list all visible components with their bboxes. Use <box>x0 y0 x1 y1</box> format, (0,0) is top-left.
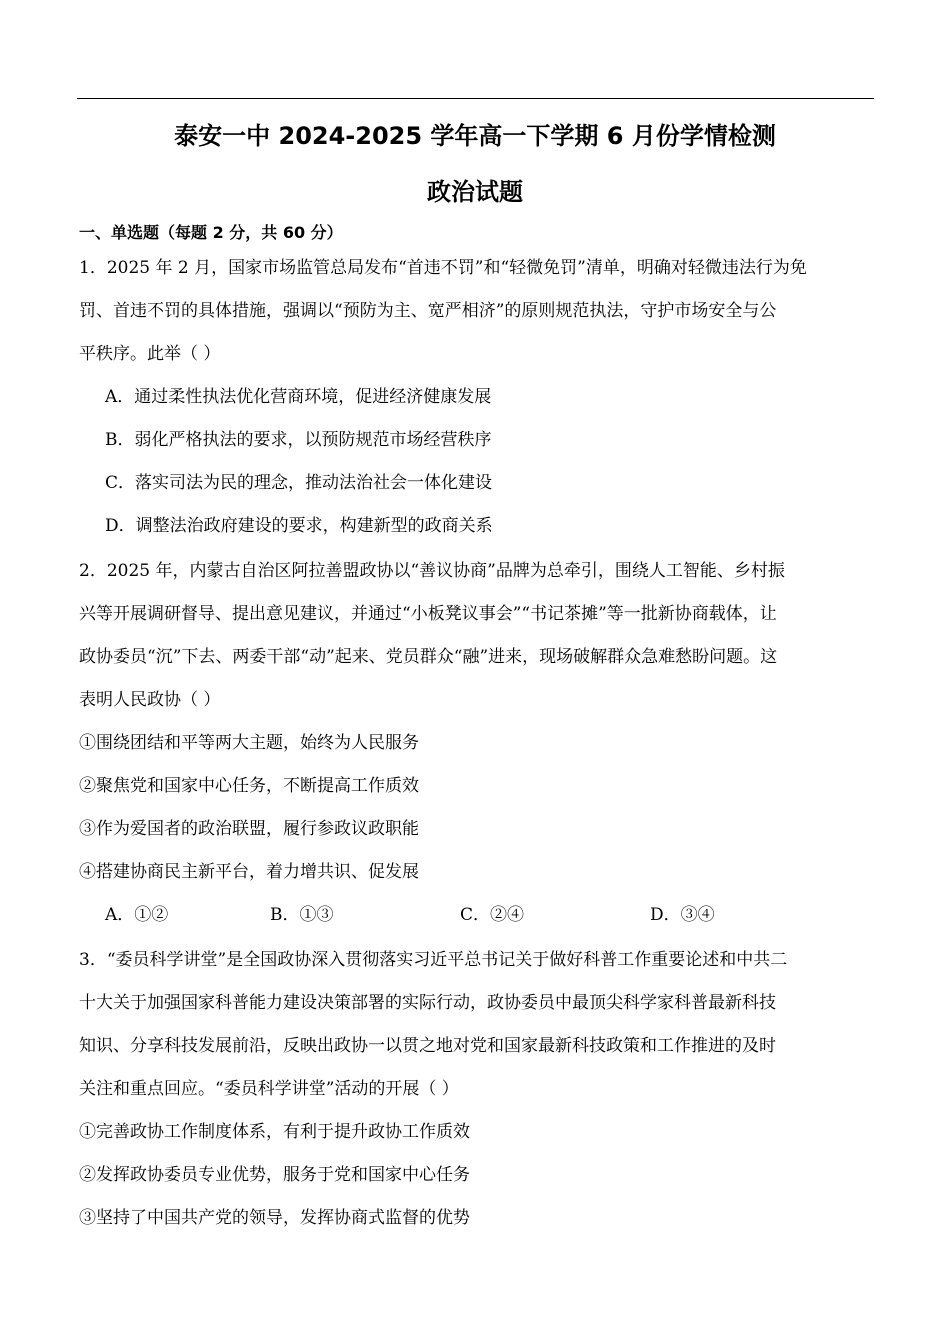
q1-stem-line-3: 平秩序。此举（ ） <box>79 344 221 364</box>
q1-stem-line-1: 1．2025 年 2 月，国家市场监管总局发布“首违不罚”和“轻微免罚”清单，明确对轻微违法行为免 <box>79 258 807 278</box>
q3-statement-1: ①完善政协工作制度体系，有利于提升政协工作质效 <box>79 1122 470 1142</box>
q3-stem-line-1: 3．“委员科学讲堂”是全国政协深入贯彻落实习近平总书记关于做好科普工作重要论述和中共二 <box>79 950 788 970</box>
q1-stem-line-2: 罚、首违不罚的具体措施，强调以“预防为主、宽严相济”的原则规范执法，守护市场安全与公 <box>79 301 777 321</box>
q2-stem-line-4: 表明人民政协（ ） <box>79 690 221 710</box>
q1-option-c: C．落实司法为民的理念，推动法治社会一体化建设 <box>105 473 493 493</box>
q3-statement-2: ②发挥政协委员专业优势，服务于党和国家中心任务 <box>79 1165 470 1185</box>
q3-stem-line-3: 知识、分享科技发展前沿，反映出政协一以贯之地对党和国家最新科技政策和工作推进的及时 <box>79 1036 776 1056</box>
q2-statement-3: ③作为爱国者的政治联盟，履行参政议政职能 <box>79 819 419 839</box>
q2-stem-line-3: 政协委员“沉”下去、两委干部“动”起来、党员群众“融”进来，现场破解群众急难愁盼问题。这 <box>79 647 778 667</box>
q2-statement-4: ④搭建协商民主新平台，着力增共识、促发展 <box>79 862 419 882</box>
header-rule <box>77 98 874 99</box>
q2-choice-b: B．①③ <box>270 905 334 925</box>
q2-choice-d: D．③④ <box>650 905 715 925</box>
q2-statement-2: ②聚焦党和国家中心任务，不断提高工作质效 <box>79 776 419 796</box>
q1-option-a: A．通过柔性执法优化营商环境，促进经济健康发展 <box>105 387 492 407</box>
exam-title: 泰安一中 2024-2025 学年高一下学期 6 月份学情检测 <box>174 122 776 150</box>
q3-statement-3: ③坚持了中国共产党的领导，发挥协商式监督的优势 <box>79 1208 470 1228</box>
exam-subtitle: 政治试题 <box>427 178 523 206</box>
q2-statement-1: ①围绕团结和平等两大主题，始终为人民服务 <box>79 733 419 753</box>
q3-stem-line-4: 关注和重点回应。“委员科学讲堂”活动的开展（ ） <box>79 1079 459 1099</box>
q2-choice-a: A．①② <box>105 905 169 925</box>
q3-stem-line-2: 十大关于加强国家科普能力建设决策部署的实际行动，政协委员中最顶尖科学家科普最新科技 <box>79 993 776 1013</box>
section-heading: 一、单选题（每题 2 分，共 60 分） <box>79 223 343 242</box>
q1-option-d: D．调整法治政府建设的要求，构建新型的政商关系 <box>105 516 493 536</box>
q1-option-b: B．弱化严格执法的要求，以预防规范市场经营秩序 <box>105 430 492 450</box>
q2-stem-line-2: 兴等开展调研督导、提出意见建议，并通过“小板凳议事会”“书记茶摊”等一批新协商载体，让 <box>79 604 777 624</box>
q2-stem-line-1: 2．2025 年，内蒙古自治区阿拉善盟政协以“善议协商”品牌为总牵引，围绕人工智能、乡村振 <box>79 561 785 581</box>
q2-choice-c: C．②④ <box>460 905 525 925</box>
